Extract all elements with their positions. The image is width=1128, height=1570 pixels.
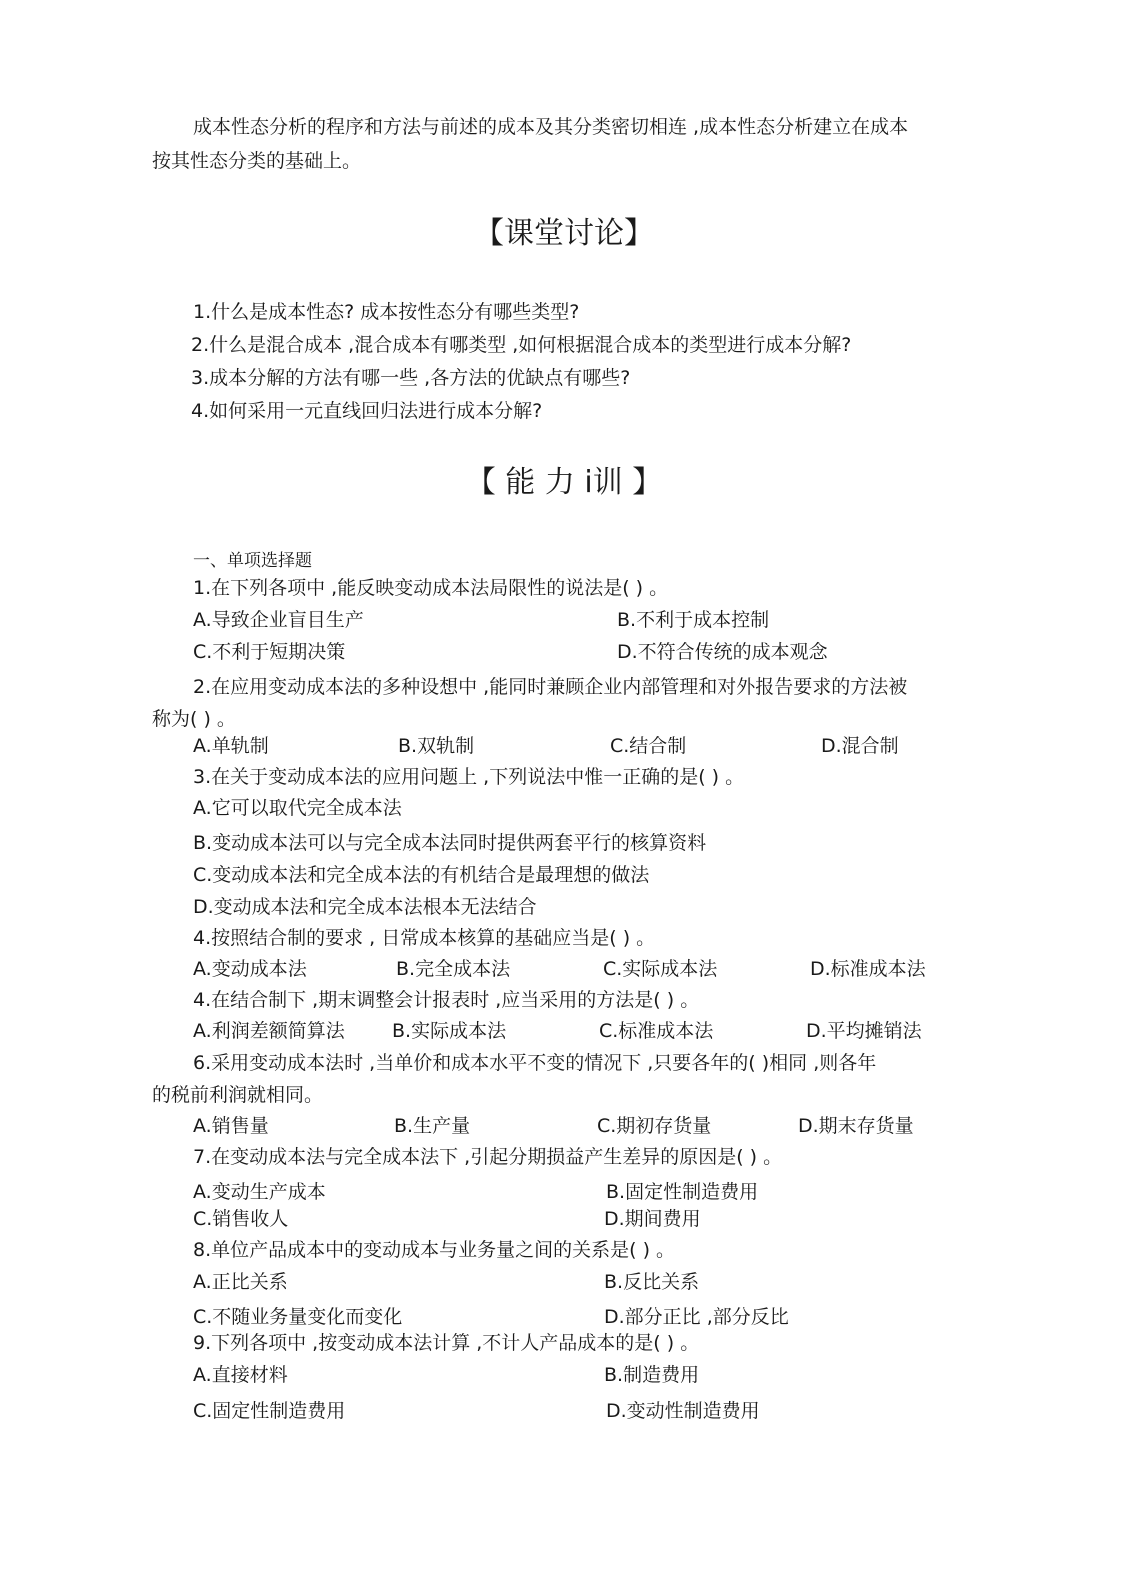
option-d: D.平均摊销法 [806,1020,922,1042]
option-c: C.结合制 [610,735,687,757]
intro-line-2: 按其性态分类的基础上。 [152,150,362,172]
option-c: C.期初存货量 [597,1115,712,1137]
question-stem: 9.下列各项中 ,按变动成本法计算 ,不计人产品成本的是( ) 。 [193,1332,700,1354]
option-b: B.完全成本法 [396,958,511,980]
option-b: B.生产量 [394,1115,471,1137]
question-stem: 4.按照结合制的要求 , 日常成本核算的基础应当是( ) 。 [193,927,656,949]
question-stem-cont: 称为( ) 。 [152,708,236,730]
option-a: A.销售量 [193,1115,269,1137]
option-d: D.期间费用 [604,1208,701,1230]
option-a: A.导致企业盲目生产 [193,609,364,631]
option-a: A.正比关系 [193,1271,288,1293]
question-stem: 2.在应用变动成本法的多种设想中 ,能同时兼顾企业内部管理和对外报告要求的方法被 [193,676,908,698]
option-b: B.制造费用 [604,1364,700,1386]
discussion-question: 2.什么是混合成本 ,混合成本有哪类型 ,如何根据混合成本的类型进行成本分解? [191,334,852,356]
discussion-question: 3.成本分解的方法有哪一些 ,各方法的优缺点有哪些? [191,367,631,389]
option-a: A.变动生产成本 [193,1181,326,1203]
question-stem: 1.在下列各项中 ,能反映变动成本法局限性的说法是( ) 。 [193,577,669,599]
option-b: B.反比关系 [604,1271,700,1293]
discussion-question: 1.什么是成本性态? 成本按性态分有哪些类型? [193,301,580,323]
option-d: D.部分正比 ,部分反比 [604,1306,789,1328]
option-d: D.标准成本法 [810,958,926,980]
training-heading: 【 能 力 i训 】 [465,465,663,500]
option-a: A.利润差额简算法 [193,1020,345,1042]
option-c: C.不随业务量变化而变化 [193,1306,403,1328]
option-b: B.双轨制 [398,735,475,757]
discussion-heading: 【课堂讨论】 [474,216,654,251]
question-stem: 6.采用变动成本法时 ,当单价和成本水平不变的情况下 ,只要各年的( )相同 ,则各年 [193,1052,877,1074]
option-c: C.标准成本法 [599,1020,714,1042]
option-d: D.期末存货量 [798,1115,914,1137]
option-c: C.销售收人 [193,1208,289,1230]
question-stem: 7.在变动成本法与完全成本法下 ,引起分期损益产生差异的原因是( ) 。 [193,1146,783,1168]
option-d: D.变动性制造费用 [606,1400,760,1422]
option-a: A.单轨制 [193,735,269,757]
option-d: D.混合制 [821,735,899,757]
intro-line-1: 成本性态分析的程序和方法与前述的成本及其分类密切相连 ,成本性态分析建立在成本 [193,116,909,138]
option-b: B.不利于成本控制 [617,609,770,631]
option-d: D.变动成本法和完全成本法根本无法结合 [193,896,537,918]
option-a: A.它可以取代完全成本法 [193,797,402,819]
question-stem: 4.在结合制下 ,期末调整会计报表时 ,应当采用的方法是( ) 。 [193,989,700,1011]
option-c: C.固定性制造费用 [193,1400,346,1422]
option-c: C.实际成本法 [603,958,718,980]
question-stem: 3.在关于变动成本法的应用问题上 ,下列说法中惟一正确的是( ) 。 [193,766,745,788]
option-c: C.变动成本法和完全成本法的有机结合是最理想的做法 [193,864,650,886]
option-b: B.实际成本法 [392,1020,507,1042]
option-c: C.不利于短期决策 [193,641,346,663]
option-a: A.直接材料 [193,1364,288,1386]
section-title: 一、单项选择题 [193,551,312,571]
option-d: D.不符合传统的成本观念 [617,641,828,663]
question-stem-cont: 的税前利润就相同。 [152,1084,324,1106]
option-b: B.固定性制造费用 [606,1181,759,1203]
option-b: B.变动成本法可以与完全成本法同时提供两套平行的核算资料 [193,832,707,854]
discussion-question: 4.如何采用一元直线回归法进行成本分解? [191,400,543,422]
question-stem: 8.单位产品成本中的变动成本与业务量之间的关系是( ) 。 [193,1239,676,1261]
option-a: A.变动成本法 [193,958,307,980]
